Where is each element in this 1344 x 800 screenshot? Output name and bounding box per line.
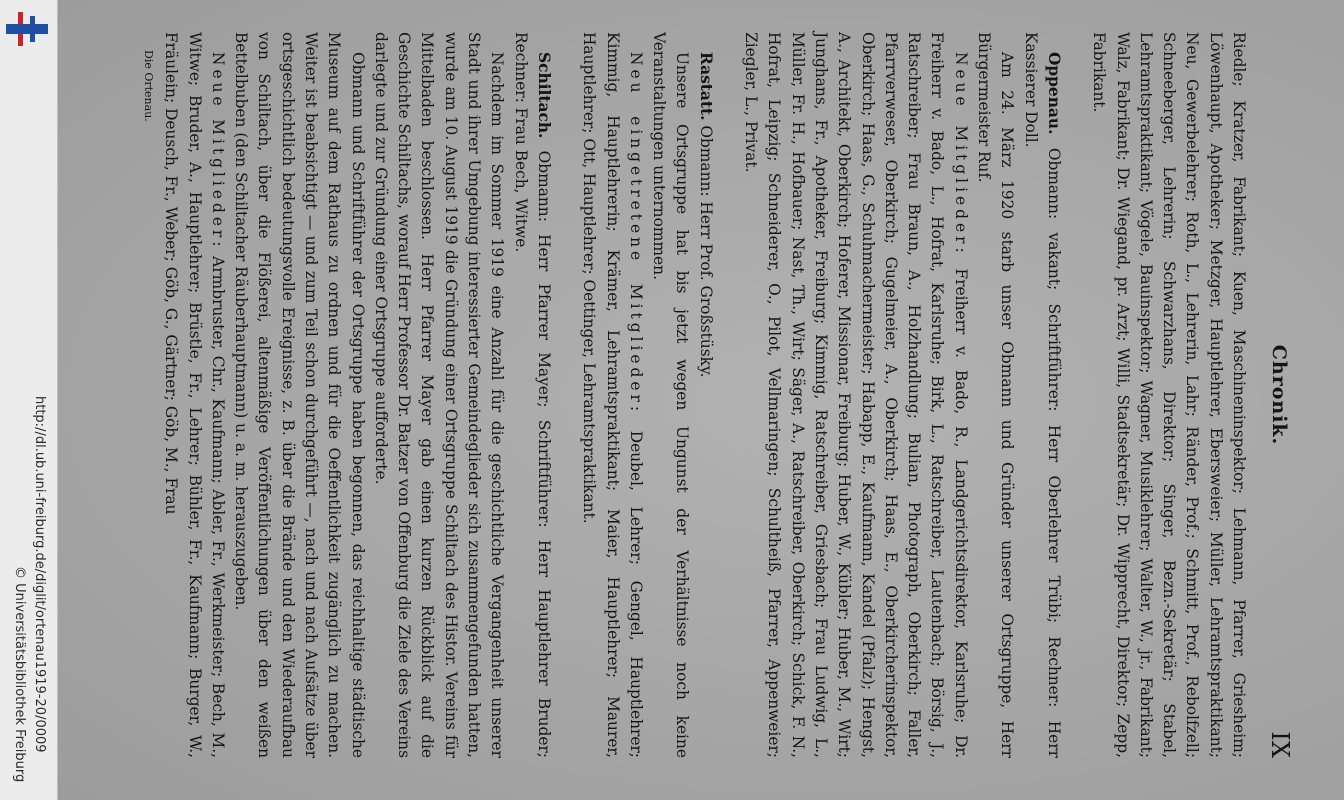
section-heading: Rastatt. [696,52,715,121]
section-heading: Schiltach. [534,52,553,139]
member-list-continued: Riedle; Kratzer, Fabrikant; Kuen, Maschineninspektor; Lehmann, Pfarrer, Griesheim; Löwenhaupt, Apotheker; Metzger, Hauptlehrer, Ebersweier; Müller, Lehramtspraktikant; Neu, Gewerbelehrer; Roth, L., Lehrerin, Lahr; Ränder, Prof.; Schmitt, Prof., Rebolfzell; Schneeberger, Lehrerin; Schwarzhans, Direktor; Singer, Bezn.-Sekretär; Stabel, Lehramtspraktikant; Vögele, Bauinspektor; Wagner, Musiklehrer; Walter, W., jr., Fabrikant; Walz, Fabrikant; Dr. Wiegand, pr. Arzt; Willi, Stadtsekretär; Dr. Wipprecht, Direktor; Zepp, Fabrikant. [1090,32,1248,758]
page-header [1264,32,1294,758]
ub-freiburg-logo-icon[interactable] [6,10,48,50]
new-members-label: Neue Mitglieder: [951,52,970,257]
section-officers: Obmann: vakant; Schriftführer: Herr Oberlehrer Trübi; Rechner: Herr Kassierer Doll. [1021,32,1063,758]
page-footer: Die Ortenau. [141,50,155,122]
document-url[interactable]: http://dl.ub.uni-freiburg.de/diglit/ortenau1919-20/0009 [32,396,47,753]
paragraph: Am 24. März 1920 starb unser Obmann und Gründer unserer Ortsgruppe, Herr Bürgermeister Ruf. [975,32,1017,758]
new-members-list: Armbruster, Chr., Kaufmann; Abler, Fr., Werkmeister; Bech, M., Witwe; Bruder, A., Hauptlehrer; Brüstle, Fr., Lehrer; Bühler, Fr., Kaufmann; Burger, W., Fräulein; Deusch, Fr., Weber; Göb, G., Gärtner; Göb, M., Frau [162,32,227,758]
section-officers: Obmann: Herr Prof. Großstüsky. [696,120,715,378]
section-officers: Obmann: Herr Pfarrer Mayer; Schriftführer: Herr Hauptlehrer Bruder; Rechner: Frau Bech, Witwe. [511,32,553,758]
paragraph: Unsere Ortsgruppe hat bis jetzt wegen Ungunst der Verhältnisse noch keine Veranstaltungen unternommen. [650,32,692,758]
rotated-page-content [58,0,1344,800]
page-text-block [141,32,1294,758]
new-members [159,32,229,758]
page-body [141,32,1250,758]
section-heading: Oppenau. [1044,52,1063,135]
new-members-list: Deubel, Lehrer; Gengel, Hauptlehrer; Kimmig, Hauptlehrerin; Krämer, Lehramtspraktikant; Maier, Hauptlehrer; Maurer, Hauptlehrer; Ott, Hauptlehrer; Oettinger, Lehramtspraktikant. [580,32,645,758]
page-number: IX [1266,731,1294,758]
viewer-sidebar [0,0,58,800]
scanned-page [58,0,1344,800]
new-members [739,32,972,758]
copyright-notice: © Universitätsbibliothek Freiburg [12,566,27,783]
new-members-label: Neu eingetretene Mitglieder: [626,52,645,416]
section-oppenau [1018,32,1065,758]
page-title: Chronik. [1268,344,1290,446]
paragraph: Obmann und Schriftführer der Ortsgruppe haben begonnen, das reichhaltige städtische Museum auf dem Rathaus zu ordnen und für die Oeffentlichkeit zugänglich zu machen. Weiter ist beabsichtigt — und zum Teil schon durchgeführt —, nach und nach Aufsätze über ortsgeschichtlich bedeutungsvolle Ereignisse, z. B. über die Brände und den Wiederaufbau von Schiltach, über die Flößerei, altenmäßige Veröffentlichungen über den weißen Bettelbuben (den Schiltacher Räuberhauptmann) u. a. m. herauszugeben. [232,32,367,758]
paragraph: Nachdem im Sommer 1919 eine Anzahl für die geschichtliche Vergangenheit unserer Stadt und ihrer Umgebung interessierter Gemeindeglieder sich zusammengefunden hatten, wurde am 10. August 1919 die Gründung einer Ortsgruppe Schiltach des Histor. Vereins für Mittelbaden beschlossen. Herr Pfarrer Mayer gab einen kurzen Rückblick auf die Geschichte Schiltachs, worauf Herr Professor Dr. Batzer von Offenburg die Ziele des Vereins darlegte und zur Gründung einer Ortsgruppe aufforderte. [371,32,507,758]
new-members-list: Freiherr v. Bado, R., Landgerichtsdirektor, Karlsruhe; Dr. Freiherr v. Bado, L., Hofrat, Karlsruhe; Birk, L., Ratschreiber, Lautenbach; Börsig, J., Ratschreiber; Frau Braun, A., Holzhandlung; Bulian, Photograph, Oberkirch; Faller, Pfarrverweser, Oberkirch; Gugelmeier, A., Oberkirch; Haas, E., Oberkircherinspektor, Oberkirch; Haas, G., Schuhmachermeister; Habapp, E., Kaufmann, Kandel (Pfalz); Hengst, A., Architekt, Oberkirch; Hoferer, Missionar, Freiburg; Huber, W., Kübler; Huber, M., Wirt; Junghans, Fr., Apotheker, Freiburg; Kimmig, Ratschreiber, Griesbach; Frau Ludwig, L., Müller, Fr. H., Hofbauer; Nast, Th., Wirt; Säger, A., Ratschreiber, Oberkirch; Schick, F. N., Hofrat, Leipzig; Schneiderer, O., Pilot, Vellmaringen; Schultheiß, Pfarrer, Appenweier; Ziegler, L., Privat. [742,32,970,758]
section-rastatt [693,32,716,758]
new-members [577,32,647,758]
new-members-label: Neue Mitglieder: [208,52,227,251]
section-schiltach [508,32,555,758]
